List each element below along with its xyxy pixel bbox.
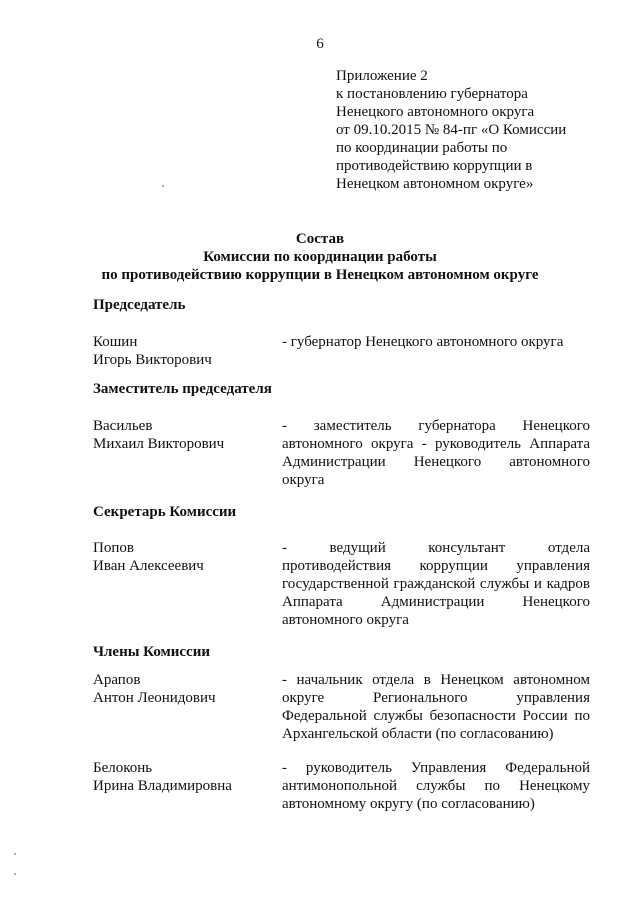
appendix-line: противодействию коррупции в xyxy=(336,158,533,174)
title-line: Состав xyxy=(295,231,345,247)
role-line: - заместитель губернатора Ненецкого xyxy=(282,418,590,434)
title-line: Комиссии по координации работы xyxy=(203,249,437,265)
member-surname: Белоконь xyxy=(93,760,153,776)
role-line: Федеральной службы безопасности России по xyxy=(282,708,590,724)
scan-speck xyxy=(162,185,164,187)
member-role xyxy=(282,539,590,629)
role-line: - ведущий консультант отдела xyxy=(282,540,590,556)
role-line: Администрации Ненецкого автономного xyxy=(282,454,590,470)
role-line: округа xyxy=(282,472,325,488)
section-heading-chairman: Председатель xyxy=(93,297,186,313)
role-line: автономному округу (по согласованию) xyxy=(282,796,535,812)
member-surname: Арапов xyxy=(93,672,141,688)
role-line: - начальник отдела в Ненецком автономном xyxy=(282,672,590,688)
title-line: по противодействию коррупции в Ненецком автономном округе xyxy=(101,267,539,283)
member-surname: Васильев xyxy=(93,418,153,434)
appendix-line: по координации работы по xyxy=(336,140,508,156)
role-line: противодействия коррупции управления xyxy=(282,558,590,574)
appendix-line: Ненецкого автономного округа xyxy=(336,104,535,120)
section-heading-members: Члены Комиссии xyxy=(93,644,210,660)
appendix-line: к постановлению губернатора xyxy=(336,86,528,102)
document-title xyxy=(0,230,640,284)
member-given-names: Ирина Владимировна xyxy=(93,778,232,794)
appendix-line: Приложение 2 xyxy=(336,68,428,84)
member-name xyxy=(93,671,278,707)
member-surname: Попов xyxy=(93,540,134,556)
page-number: 6 xyxy=(316,36,324,52)
appendix-line: Ненецком автономном округе» xyxy=(336,176,534,192)
member-name xyxy=(93,417,278,453)
appendix-reference xyxy=(336,67,626,193)
scan-speck xyxy=(14,853,16,855)
role-line: антимонопольной службы по Ненецкому xyxy=(282,778,590,794)
section-heading-secretary: Секретарь Комиссии xyxy=(93,504,237,520)
member-role xyxy=(282,759,590,813)
role-line: Аппарата Администрации Ненецкого xyxy=(282,594,590,610)
member-name xyxy=(93,539,278,575)
member-given-names: Иван Алексеевич xyxy=(93,558,204,574)
member-given-names: Игорь Викторович xyxy=(93,352,212,368)
role-line: округе Регионального управления xyxy=(282,690,590,706)
role-line: автономного округа xyxy=(282,612,409,628)
section-heading-deputy: Заместитель председателя xyxy=(93,381,272,397)
member-given-names: Антон Леонидович xyxy=(93,690,216,706)
member-name xyxy=(93,333,278,369)
member-given-names: Михаил Викторович xyxy=(93,436,225,452)
role-line: автономного округа - руководитель Аппарата xyxy=(282,436,590,452)
member-surname: Кошин xyxy=(93,334,138,350)
member-role xyxy=(282,671,590,743)
member-role xyxy=(282,333,590,351)
member-name xyxy=(93,759,278,795)
member-role xyxy=(282,417,590,489)
scan-speck xyxy=(14,873,16,875)
role-line: государственной гражданской службы и кадров xyxy=(282,576,590,592)
role-line: - руководитель Управления Федеральной xyxy=(282,760,590,776)
role-line: Архангельской области (по согласованию) xyxy=(282,726,554,742)
role-line: - губернатор Ненецкого автономного округа xyxy=(282,334,564,350)
appendix-line: от 09.10.2015 № 84-пг «О Комиссии xyxy=(336,122,567,138)
